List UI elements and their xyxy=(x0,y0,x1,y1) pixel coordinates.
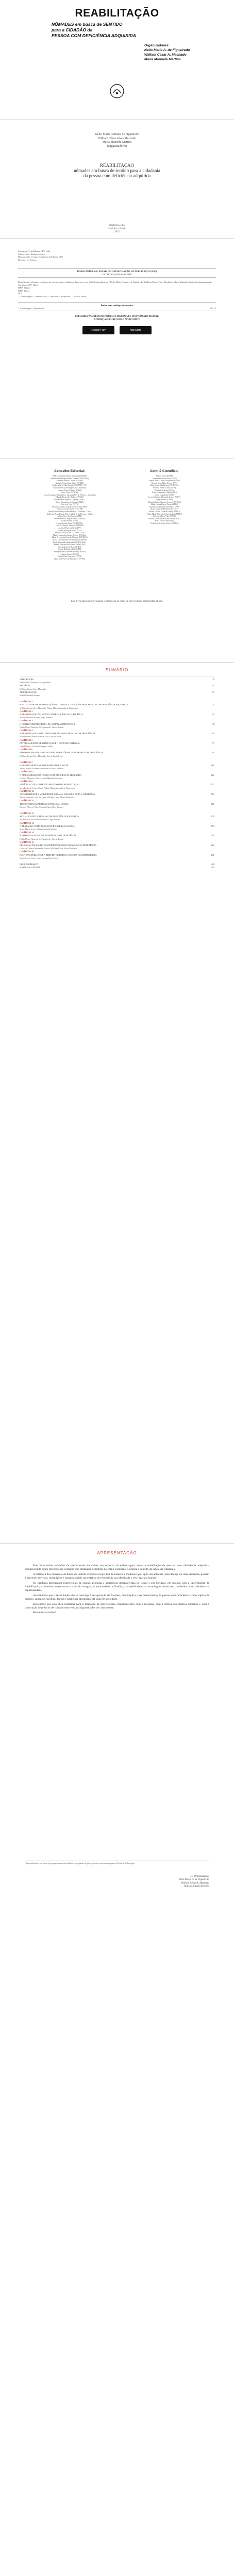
toc-authors: Teresa Tonini, Rosane Aparecida de Sousa Martins xyxy=(20,767,64,770)
app-store-badge[interactable]: App Store xyxy=(120,326,152,334)
toc-entry-title: ÍNDICE REMISSIVO xyxy=(20,862,39,866)
toc-entry xyxy=(20,767,214,770)
presentation-body xyxy=(25,1564,209,1616)
toc-entry-title: A REABILITAÇÃO COMO DIREITO HUMANO DA PESSOA COM DEFICIÊNCIA xyxy=(20,732,95,735)
toc-authors: William César Alves Machado xyxy=(20,687,46,690)
publisher-logo-icon xyxy=(109,83,125,99)
board-member: Maria Helena Barros Freitas (UFRJ) xyxy=(151,503,178,506)
board-member: Luciano Rodrigues Costa (UFV) xyxy=(57,529,82,532)
board-member: Francisco Carlos Duarte (PUC-PR) xyxy=(56,508,83,511)
digital-notice-line: CONHEÇA E BAIXE NOSSO APLICATIVO! xyxy=(94,317,140,320)
cover-title: REABILITAÇÃO xyxy=(75,7,159,19)
board-member: Ivone Evangelista Cabral (UFRJ) xyxy=(152,492,177,494)
toc-authors: Vera Lúcia de Souza Alves, Nébia Maria Almeida de Figueiredo xyxy=(20,786,75,789)
editorial-board xyxy=(31,469,108,560)
toc-entry xyxy=(20,735,214,738)
board-member: Elisabeth Teixeira (UEPA) xyxy=(154,489,175,492)
toc-entry xyxy=(20,700,214,703)
toc-entry xyxy=(20,841,214,843)
presentation-paragraph: Acreditamos que a reabilitação não se restringe à recuperação de funções, mas implica o reconhecimento da pessoa com deficiência como sujeito de direitos, capaz de escolher, decidir e participar ativamente da vida em sociedade. xyxy=(25,1594,209,1601)
toc-entry xyxy=(20,790,214,792)
toc-list xyxy=(20,676,214,869)
organizer-name: Nélio Maria A. de Figueiredo xyxy=(144,48,190,52)
title-page-title xyxy=(0,163,234,178)
board-member: Aldira Guimarães Duque Morais (UNEMAT) xyxy=(53,475,87,477)
toc-entry xyxy=(20,803,214,805)
cip-line: ISBN Digital xyxy=(18,286,30,289)
toc-entry xyxy=(20,703,214,706)
index-header: Índice para catálogo sistemático xyxy=(101,304,133,307)
toc-entry xyxy=(20,783,214,786)
scientific-committee-title: Comitê Científico: xyxy=(150,469,179,473)
board-member: Élsio José Corá (UFFS) xyxy=(60,503,79,506)
toc-page-number: 137 xyxy=(211,783,214,786)
copyright-line: Diagramação e Capa: Designers da Editora CRV xyxy=(18,256,63,258)
toc-entry-title: SEXUALIDADE DA PESSOA COM DEFICIÊNCIA ADQUIRIDA xyxy=(20,815,79,818)
google-play-badge[interactable]: Google Play xyxy=(82,326,114,334)
toc-entry-title: O CORPO COMPREENDIDO: DO OLHAR À DEFICIÊNCIA xyxy=(20,722,75,725)
signature-line: William César A. Machado xyxy=(181,1882,209,1885)
toc-authors: Nébia Maria Almeida de Figueiredo, Teresa Tonini xyxy=(20,725,64,728)
toc-authors: William César Alves Machado, Nébia Maria Almeida de Figueiredo xyxy=(20,706,78,709)
board-member: Lourdes Helena da Silva (UFV) xyxy=(58,527,81,530)
toc-entry xyxy=(20,748,214,751)
toc-entry xyxy=(20,732,214,735)
board-member: Josete Luzia Leite (UFRJ) xyxy=(155,494,174,496)
cip-header: DADOS INTERNACIONAIS DE CATALOGAÇÃO NA PUBLICAÇÃO (CIP) xyxy=(77,270,157,273)
toc-entry xyxy=(20,716,214,719)
cip-line: 1. Enfermagem 2. Reabilitação 3. Deficiência adquirida I. Título II. Série xyxy=(18,295,86,298)
board-member: Ricardo Alberto Vilar (UEPA) xyxy=(153,515,176,518)
toc-entry-title: ENFERMAGEM DE REABILITAÇÃO E O CUIDADO INTEGRAL xyxy=(20,741,80,744)
publisher-line: EDITORA CRV xyxy=(108,225,126,227)
toc-page-number: 35 xyxy=(212,713,214,716)
board-member: Anselmo Alencar Colares (UFOPA) xyxy=(56,480,83,482)
cip-line: DOI xyxy=(18,292,22,295)
copyright-line: Editor-chefe: Railson Moura xyxy=(18,252,45,256)
toc-entry xyxy=(20,796,214,799)
presentation-paragraph: A metáfora dos nômades em busca de sentido expressa a trajetória de homens e mulheres que, após um acidente, uma doença ou uma violência, passam a percorrer serviços, instituições e espaços sociais na tentativa de reconstruir sua identidade e seu lugar no mundo. xyxy=(25,1572,209,1580)
toc-entry xyxy=(20,691,214,693)
toc-page-number: 105 xyxy=(211,764,214,767)
title-line: da pessoa com deficiência adquirida xyxy=(83,173,151,178)
cip-box xyxy=(18,268,216,278)
toc-entry xyxy=(20,684,214,687)
board-member: Lígia Moreira (UEPA) xyxy=(156,498,173,501)
board-member: Guillermo Arias Beatón (Universidade de La Havana – Cuba) xyxy=(46,513,93,515)
page-divider xyxy=(0,1543,234,1544)
toc-chapter-label: CAPÍTULO 16 xyxy=(20,850,34,853)
toc-entry xyxy=(20,739,214,741)
signature-line: Nélio Maria A. de Figueiredo xyxy=(178,1878,209,1882)
board-member: Paulo Romualdo Hernandes (UNIFAL-MG) xyxy=(53,541,86,544)
toc-entry xyxy=(20,847,214,850)
toc-page-number: 151 xyxy=(211,792,214,795)
author-line: Nélio Maria Antunes de Figueiredo xyxy=(95,133,139,136)
presentation-signature xyxy=(127,1875,209,1889)
board-member: Maria da Graça Oliveira Crossetti (UFRGS) xyxy=(148,501,181,503)
cover-subtitle-line: NÔMADES em busca de SENTIDO xyxy=(52,22,123,27)
board-member: Lídia de Oliveira Xavier (UNIEURO) xyxy=(55,524,84,527)
author-line: William César Alves Machado xyxy=(98,137,136,140)
index-line: 1. Enfermagem – Reabilitação xyxy=(18,307,44,310)
cover-organizers xyxy=(144,43,222,62)
toc-authors: Mirian Cristina Costa de Lima, William César Alves Machado xyxy=(20,796,74,799)
toc-entry xyxy=(20,719,214,722)
cover-subtitle-line: PESSOA COM DEFICIÊNCIA ADQUIRIDA xyxy=(52,33,136,38)
board-member: Gloria Fariñas León (Universidade de La Havana – Cuba) xyxy=(48,510,91,513)
toc-page-number: 207 xyxy=(211,834,214,837)
toc-entry xyxy=(20,812,214,815)
toc-entry xyxy=(20,828,214,831)
organizer-name: Maria Manuela Martins xyxy=(144,58,181,61)
board-member: Maria Lília Imbiriba Sousa Colares (UFOPA) xyxy=(53,539,87,541)
toc-entry xyxy=(20,799,214,802)
cover-subtitle-line: para a CIDADÃO da xyxy=(52,27,93,32)
toc-authors: Cristina Marques-Vieira, Maria Manuela Martins xyxy=(20,776,62,779)
board-member: Elione Maria Nogueira Diogenes (UFAL) xyxy=(54,498,85,501)
board-member: Maria Manuela Martins (ESEP – PT) xyxy=(151,508,178,511)
board-member: Sonia Maria Alves (UFS) xyxy=(155,520,174,522)
copyright-line: Copyright © da Editora CRV Ltda. xyxy=(18,250,51,252)
presentation-paragraph: Este livro reúne reflexões de profissionais da saúde, em especial da enfermagem, sobre a reabilitação de pessoas com deficiência adquirida, compreendida como um processo contínuo que ultrapassa os limites do corpo lesionado e alcança o sentido da vida e da cidadania. xyxy=(25,1564,209,1571)
toc-entry xyxy=(20,713,214,716)
board-member: Rosane Aparecida de Sousa Martins (UFC) xyxy=(148,517,181,520)
toc-page-number: 17 xyxy=(212,690,214,693)
toc-chapter-label: CAPÍTULO 2 xyxy=(20,709,33,713)
toc-entry xyxy=(20,850,214,853)
title-line: nômades em busca de sentido para a cidadania xyxy=(74,168,160,173)
toc-page-number: 49 xyxy=(212,722,214,725)
toc-authors: Nébia Maria Almeida de Figueiredo xyxy=(20,681,51,684)
toc-entry-title: FAMÍLIA E CUIDADORES NO PROCESSO DE REABILITAÇÃO xyxy=(20,783,80,786)
board-member: Maria Cristina dos Santos Bezerra (UFSCar) xyxy=(53,534,87,536)
board-member: Antônio Pereira Gaio Júnior (UFRRJ) xyxy=(55,482,84,484)
toc-authors: Ricardo Alberto Vilar, Claudia Mara Melo Tavares xyxy=(20,805,63,808)
editorial-board-page xyxy=(0,461,234,667)
toc-entry-title: SOBRE OS AUTORES xyxy=(20,866,40,869)
cip-subheader: CATALOGAÇÃO NA FONTE xyxy=(102,273,132,276)
board-member: Eduardo Fernandes Barbosa (UFMG) xyxy=(55,496,84,499)
publisher-line: 2023 xyxy=(114,231,120,233)
organizers-label: Organizadores: xyxy=(144,44,170,47)
toc-chapter-label: CAPÍTULO 7 xyxy=(20,760,33,764)
presentation-footnote: Obra publicada com apoio de pesquisadores vinculados a programas de pós-graduação em enfermagem do Brasil e de Portugal. xyxy=(25,1860,209,1865)
toc-entry xyxy=(20,764,214,767)
toc-chapter-label: CAPÍTULO 1 xyxy=(20,700,33,703)
toc-entry-title: APRESENTAÇÃO xyxy=(20,690,37,693)
board-member: Maria de Lourdes Pinto de Almeida (UNOESC) xyxy=(52,536,88,539)
scientific-committee-list xyxy=(126,475,203,524)
board-member: Tadeu Oliver Gonçalves (UFPA) xyxy=(57,555,82,558)
toc-page-number: 121 xyxy=(211,773,214,776)
toc-page-number: 179 xyxy=(211,815,214,818)
title-line: REABILITAÇÃO xyxy=(100,163,134,168)
index-code: 610.73 xyxy=(210,307,216,310)
cip-line: ISBN Físico xyxy=(18,289,30,292)
toc-page-number: 249 xyxy=(211,862,214,866)
toc-entry xyxy=(20,815,214,818)
title-page-publisher xyxy=(0,225,234,234)
board-member: Cesar Gerónimo Tello (Univer. Nacional Três de Febrero – Argentina) xyxy=(43,494,96,496)
digital-notice-line: ESTA OBRA TAMBÉM ENCONTRA-SE DISPONÍVEL EM FORMATO DIGITAL. xyxy=(75,315,159,317)
peer-review-note: Este livro passou por avaliação e aprovação às cegas de dois ou mais pareceristas ad hoc. xyxy=(71,600,163,603)
toc-entry-title: DA LESÃO MEDULAR AO REAPRENDER A VIVER xyxy=(20,764,69,767)
toc-entry-title: POLÍTICAS PÚBLICAS E A REDE DE CUIDADOS À PESSOA COM DEFICIÊNCIA xyxy=(20,853,97,856)
toc-page-number: 11 xyxy=(212,678,214,681)
board-member: Tania Suely Azevedo Brasileiro (UFOPA) xyxy=(54,557,86,560)
toc-page-number: 253 xyxy=(211,866,214,869)
toc-authors: Maria Manuela Martins, Olga Ribeiro xyxy=(20,716,53,719)
toc-page-number: 63 xyxy=(212,732,214,735)
toc-entry-title: O AUTOCUIDADO NA PESSOA COM DEFICIÊNCIA ADQUIRIDA xyxy=(20,773,82,776)
toc-chapter-label: CAPÍTULO 13 xyxy=(20,821,34,824)
toc-entry-title: A ESPIRITUALIDADE NA EXPERIÊNCIA DA DEFICIÊNCIA xyxy=(20,834,77,837)
author-line: (Organizadores) xyxy=(107,144,127,148)
toc-page-number: 77 xyxy=(212,741,214,744)
index-box xyxy=(18,302,216,311)
presentation-paragraph: Boa leitura a todos! xyxy=(33,1611,56,1615)
toc-chapter-label: CAPÍTULO 5 xyxy=(20,738,33,741)
toc-entry-title: INTRODUÇÃO xyxy=(20,678,34,681)
toc-chapter-label: CAPÍTULO 4 xyxy=(20,729,33,732)
board-member: Mirian Cristina Costa de Lima (UNIRIO) xyxy=(149,510,180,513)
toc-entry xyxy=(20,780,214,783)
editorial-board-list xyxy=(31,475,108,560)
toc-entry-title: POSITIVIDADE DA REABILITAÇÃO NO CONTEXTO DE SAÚDE PARA PESSOA COM DEFICIÊNCIA ADQUIRIDA xyxy=(20,703,128,706)
board-member: Solange Helena Ximenes-Rocha (UFOPA) xyxy=(54,551,86,553)
toc-entry xyxy=(20,831,214,834)
table-of-contents xyxy=(0,665,234,1551)
toc-entry xyxy=(20,806,214,808)
toc-entry-title: TECNOLOGIAS ASSISTIVAS E INCLUSÃO SOCIAL xyxy=(20,802,69,805)
board-member: Celso Conti (UFSCar) xyxy=(61,492,78,494)
presentation-title: APRESENTAÇÃO xyxy=(97,1551,137,1555)
toc-chapter-label: CAPÍTULO 3 xyxy=(20,719,33,722)
editorial-board-title: Conselho Editorial: xyxy=(54,469,85,473)
board-member: Andréa Tonini (UFSM) xyxy=(156,475,173,477)
board-member: Claudia Mara Melo Tavares (UFF) xyxy=(152,482,177,484)
presentation-paragraph: Desejamos que esta obra contribua para a formação de profissionais comprometidos com a inclusão, com a defesa dos direitos humanos e com a construção de práticas de cuidado sensíveis às singularidades de cada pessoa. xyxy=(25,1602,209,1610)
toc-entry xyxy=(20,777,214,779)
toc-authors: Josete Luzia Leite, Ivone Evangelista Cabral xyxy=(20,856,58,859)
board-member: Angela Maria Corrêa Gonçalves (UFMT) xyxy=(149,480,180,482)
toc-authors: Nébia Maria Almeida de Figueiredo, Teresa Tonini xyxy=(20,837,64,840)
toc-authors: Maria Lúcia da Silva Guimarães, Olga Ribeiro xyxy=(20,818,60,821)
board-member: Josania Portela (UFPI) xyxy=(61,520,78,522)
board-member: Lucia de Fatima Jaborandy Gomes (UNIT) xyxy=(148,496,180,499)
toc-chapter-label: CAPÍTULO 12 xyxy=(20,811,34,815)
board-member: Marcelo Paixão (UFRJ e UTexas – US) xyxy=(55,532,85,534)
toc-entry xyxy=(20,825,214,827)
presentation-section xyxy=(0,1546,234,2576)
author-line: Maria Manuela Martins xyxy=(102,141,132,144)
toc-entry xyxy=(20,854,214,856)
board-member: Leonel Severo Rocha (UNISINOS) xyxy=(56,522,83,524)
toc-chapter-label: CAPÍTULO 14 xyxy=(20,831,34,834)
toc-entry xyxy=(20,694,214,697)
presentation-paragraph: Os capítulos apresentam experiências de ensino, pesquisa e assistência desenvolvidas no Brasil e em Portugal, em diálogo com a Enfermagem de Reabilitação, e abordam temas como o cuidado integral, o autocuidado, a família, a acessibilidade, as tecnologias assistivas, o trabalho, a sexualidade e a espiritualidade. xyxy=(25,1581,209,1592)
toc-entry xyxy=(20,770,214,773)
toc-entry xyxy=(20,681,214,684)
toc-page-number: 235 xyxy=(211,853,214,856)
toc-entry xyxy=(20,857,214,859)
toc-entry xyxy=(20,787,214,789)
index-row xyxy=(18,307,216,310)
toc-entry xyxy=(20,838,214,840)
toc-page-number: 165 xyxy=(211,802,214,805)
copyright-page xyxy=(0,240,234,466)
toc-authors: Sonia Maria Alves, Maria Manuela Martins xyxy=(20,827,58,831)
toc-authors: Maria Helena Barros Freitas, Ana Cristina Silva xyxy=(20,735,61,738)
organizer-name: William César A. Machado xyxy=(144,53,187,57)
copyright-lines xyxy=(18,250,216,261)
toc-chapter-label: CAPÍTULO 8 xyxy=(20,770,33,773)
board-member: Vera Lúcia de Souza Alves (UNIRIO) xyxy=(150,522,179,524)
toc-entry-title: PREFÁCIO xyxy=(20,684,30,687)
toc-page-number: 91 xyxy=(212,751,214,754)
page-divider xyxy=(0,238,234,239)
toc-entry xyxy=(20,834,214,837)
toc-entry xyxy=(20,745,214,748)
board-member: Carmen Tereza Velanga (UNIR) xyxy=(57,489,82,492)
toc-entry xyxy=(20,844,214,846)
signature-line: Os Organizadores xyxy=(190,1875,209,1878)
toc-entry xyxy=(20,774,214,776)
board-member: João Adalberto Campato Junior (UNESP) xyxy=(54,517,86,520)
toc-entry xyxy=(20,863,214,866)
toc-entry xyxy=(20,751,214,754)
toc-entry xyxy=(20,726,214,728)
title-page-authors xyxy=(0,133,234,148)
board-member: Dulce Aparecida Barbosa (UNIFESP) xyxy=(150,484,179,487)
board-member: Sérgio Nunes de Jesus (IFRO) xyxy=(58,546,81,548)
toc-entries xyxy=(20,678,214,869)
board-member: Simone Rodrigues Pinto (UNB) xyxy=(57,548,82,551)
toc-entry xyxy=(20,710,214,713)
toc-entry-title: NÔMADES EM BUSCA DE SENTIDO: TRAJETÓRIAS DE PESSOAS COM DEFICIÊNCIA xyxy=(20,751,103,754)
board-member: Carlos Alberto Vilar Estêvão (UMINHO – PT) xyxy=(52,484,87,487)
toc-authors: Olga Ribeiro, Cristina Marques-Vieira xyxy=(20,745,53,748)
toc-authors: William César Alves Machado, Josete Luzia Leite xyxy=(20,754,63,757)
board-member: Maria Lúcia da Silva Guimarães (UFRJ) xyxy=(149,505,180,508)
toc-entry xyxy=(20,822,214,824)
toc-entry xyxy=(20,742,214,744)
toc-entry xyxy=(20,866,214,869)
toc-entry xyxy=(20,761,214,764)
toc-page-number: 193 xyxy=(211,824,214,827)
toc-chapter-label: CAPÍTULO 6 xyxy=(20,748,33,751)
page-divider xyxy=(0,662,234,663)
toc-page-number: 15 xyxy=(212,684,214,687)
toc-entry xyxy=(20,818,214,821)
title-page xyxy=(0,124,234,242)
toc-entry xyxy=(20,723,214,725)
cip-record xyxy=(18,281,216,298)
scientific-committee xyxy=(126,469,203,524)
board-member: Eduardo Ferreira Lima (UFJF) xyxy=(153,486,176,489)
toc-entry-title: EDUCAÇÃO EM SAÚDE E EMPODERAMENTO DA PESSOA COM DEFICIÊNCIA xyxy=(20,843,97,846)
digital-notice xyxy=(18,315,216,320)
toc-entry xyxy=(20,678,214,681)
cip-line: Reabilitação: nômades em busca de sentido para a cidadania da pessoa com deficiência adquirida / Nélio Maria Antunes de Figueiredo, William César Alves Machado, Maria Manuela Martins (organizadores) – Curitiba : CRV, 2023. xyxy=(18,281,213,286)
toc-entry-title: O TRABALHO COMO ESPAÇO DE REINSERÇÃO SOCIAL xyxy=(20,824,75,827)
toc-entry-title: A REABILITAÇÃO NO MUNDO: ENTRE A CIÊNCIA E A POLÍTICA xyxy=(20,713,83,716)
board-member: Carlos Federico Dominguez Avila (Unieuro) xyxy=(53,486,86,489)
signature-line: Maria Manuela Martins xyxy=(184,1885,209,1888)
toc-chapter-label: CAPÍTULO 9 xyxy=(20,780,33,783)
toc-entry-title: ACESSIBILIDADE E MOBILIDADE URBANA: DESAFIOS PARA A CIDADANIA xyxy=(20,792,95,795)
publisher-line: Curitiba – Brasil xyxy=(108,228,126,230)
copyright-line: Revisão: Os Autores xyxy=(18,258,37,261)
toc-entry xyxy=(20,688,214,690)
toc-page-number: 221 xyxy=(211,843,214,846)
toc-chapter-label: CAPÍTULO 10 xyxy=(20,789,34,792)
toc-chapter-label: CAPÍTULO 15 xyxy=(20,840,34,843)
toc-chapter-label: CAPÍTULO 11 xyxy=(20,799,34,802)
board-member: Jailson Alves dos Santos (UFRJ) xyxy=(57,515,82,518)
board-member: Renato Francisco dos Santos Paula (UFG) xyxy=(54,544,86,546)
toc-entry xyxy=(20,707,214,709)
toc-entry xyxy=(20,793,214,795)
board-member: Nébia Maria Almeida de Figueiredo (UNIRIO) xyxy=(147,513,182,515)
toc-authors: Lucia de Fatima Jaborandy Gomes, William César Alves Machado xyxy=(20,847,77,850)
toc-entry xyxy=(20,755,214,757)
board-member: Sydione Santos (UEPG) xyxy=(60,553,79,555)
board-member: Elizeu Clementino de Souza (UNEB) xyxy=(56,501,83,503)
board-member: Andréia da Silva Quintanilha Sousa (UNIR/UFRN) xyxy=(50,477,89,480)
toc-authors: Maria Manuela Martins xyxy=(20,694,40,697)
board-member: Andrea Dias de Oliveira (UFPE) xyxy=(152,477,177,480)
toc-entry xyxy=(20,729,214,732)
cover-subtitle xyxy=(52,22,206,39)
toc-title: SUMÁRIO xyxy=(105,668,129,672)
board-member: Fernando Antônio Gonçalves Alcoforado (IPB) xyxy=(52,505,88,508)
toc-page-number: 21 xyxy=(212,703,214,706)
